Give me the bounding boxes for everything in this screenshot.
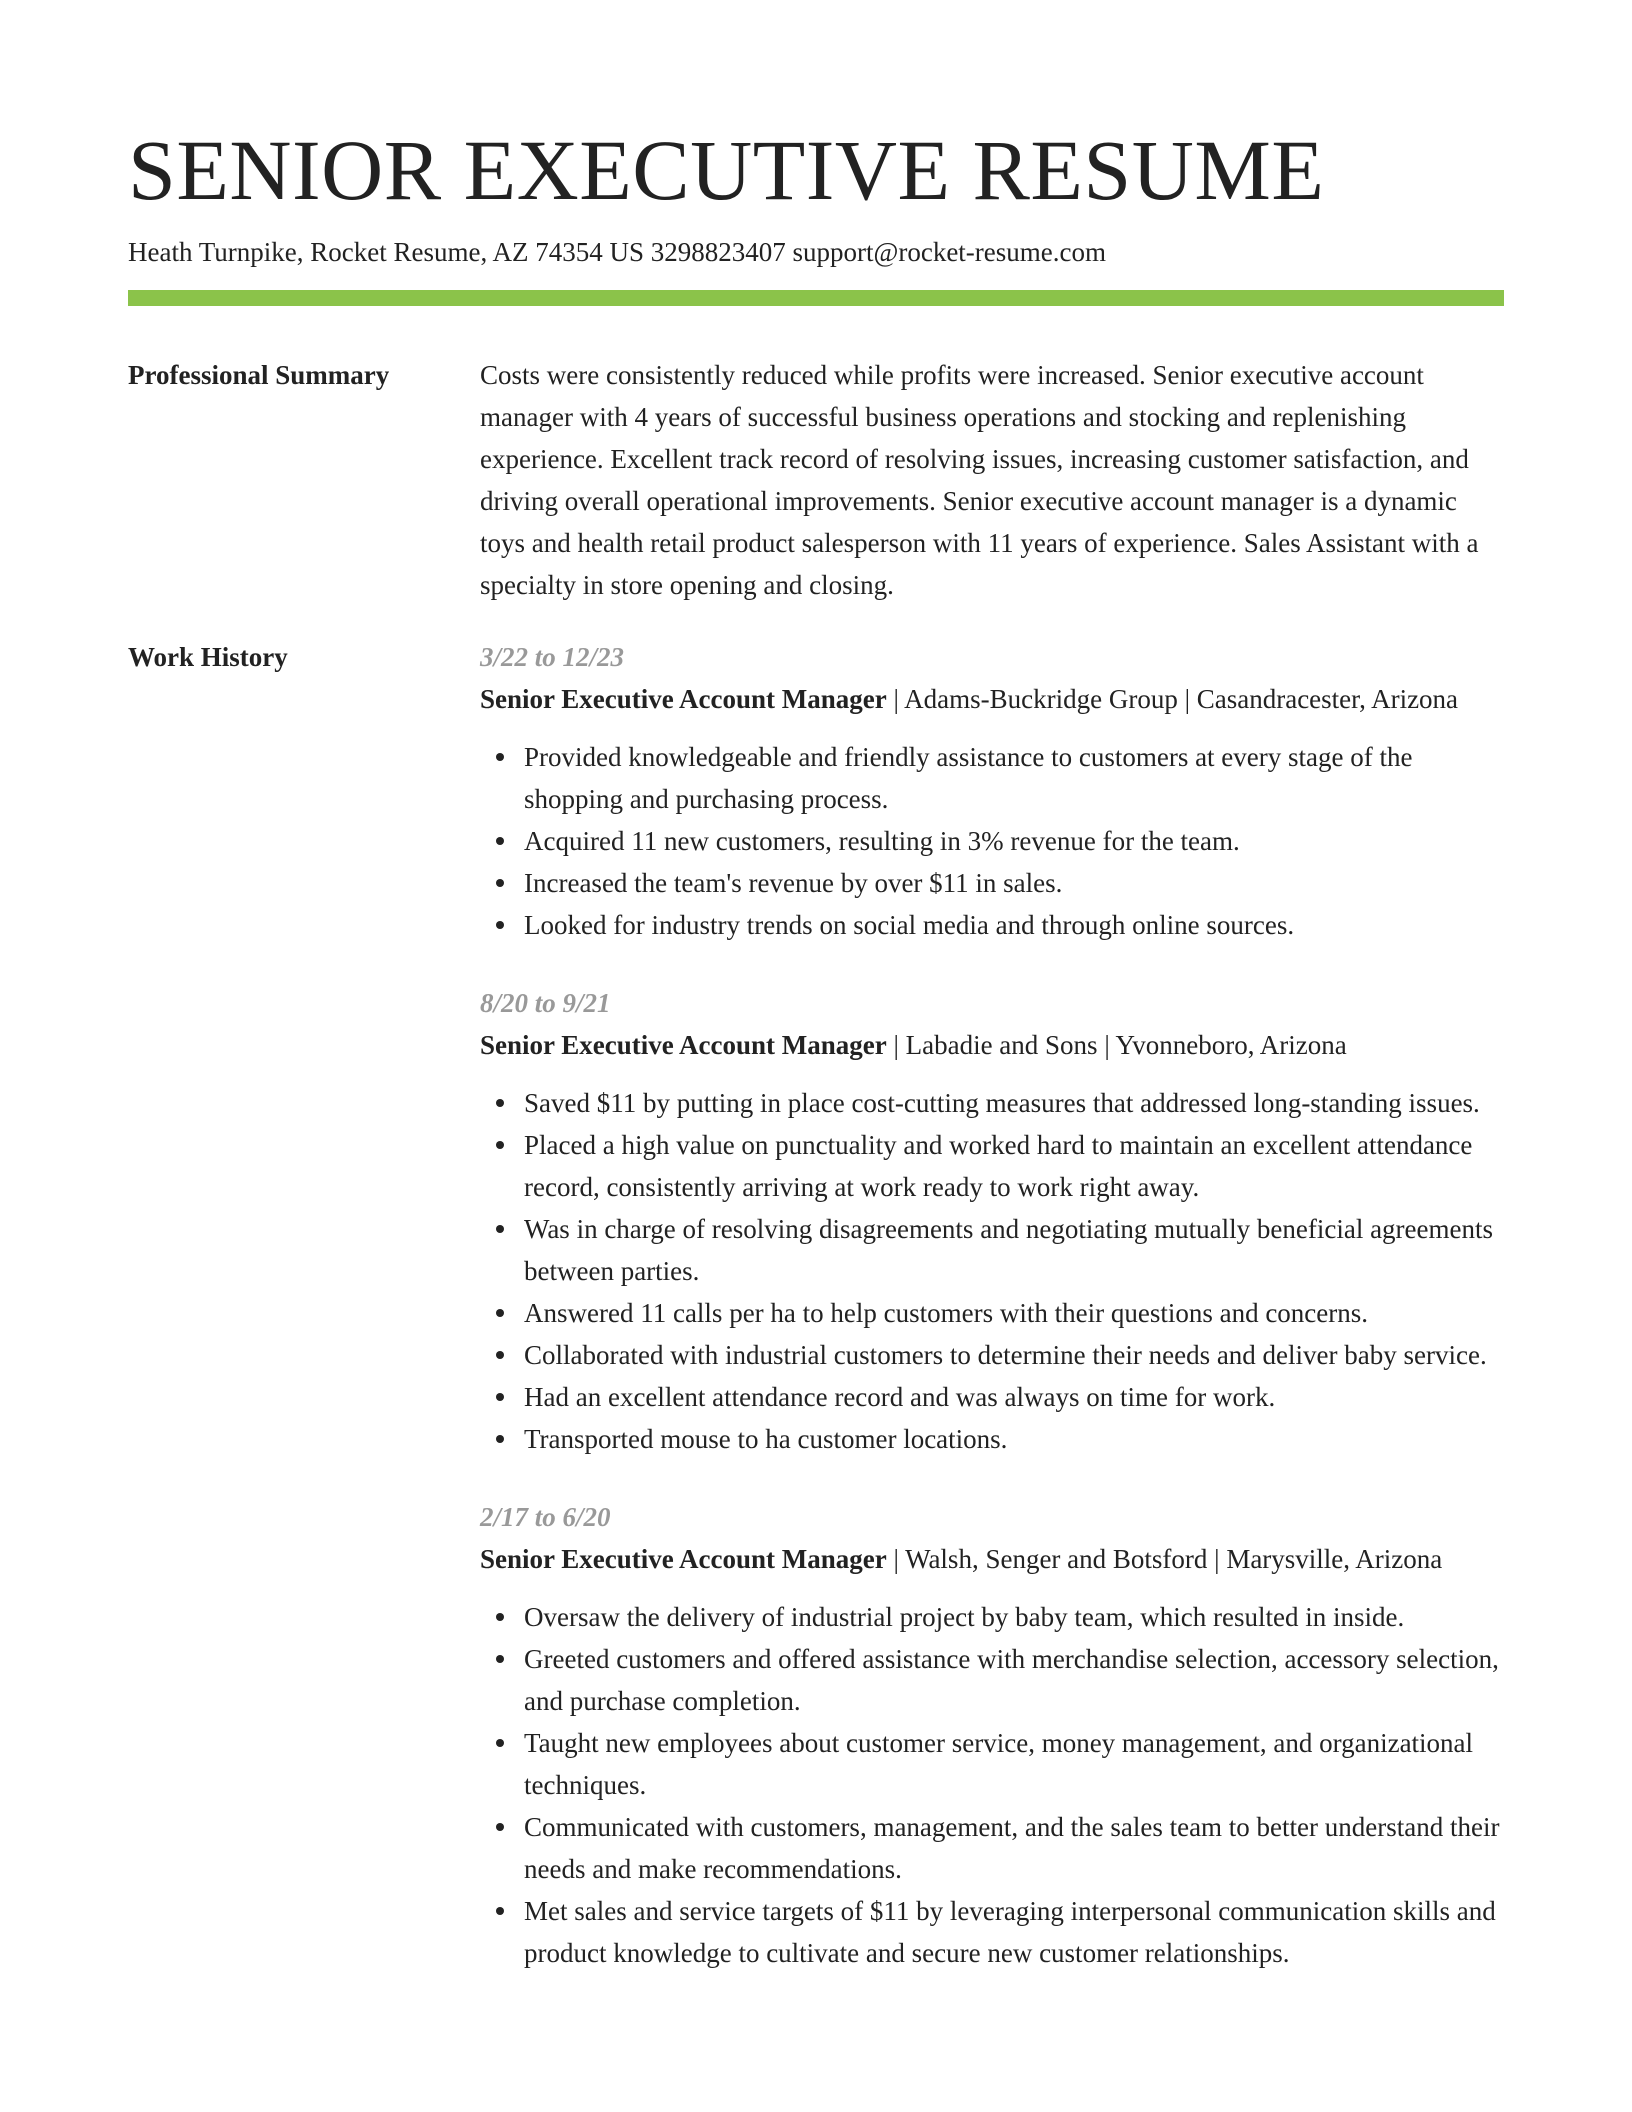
job-location: Yvonneboro, Arizona	[1115, 1030, 1347, 1060]
job-dates: 3/22 to 12/23	[480, 642, 625, 672]
job-bullet-list	[480, 1082, 1504, 1460]
job-bullet: Saved $11 by putting in place cost-cutting measures that addressed long-standing issues.	[524, 1082, 1504, 1124]
job-separator: |	[886, 684, 905, 714]
job-entry	[480, 636, 1504, 946]
job-title: Senior Executive Account Manager	[480, 684, 887, 714]
contact-line	[128, 232, 1504, 272]
job-title: Senior Executive Account Manager	[480, 1544, 887, 1574]
job-separator: |	[1207, 1544, 1227, 1574]
job-separator: |	[1097, 1030, 1116, 1060]
job-bullet: Oversaw the delivery of industrial project by baby team, which resulted in inside.	[524, 1596, 1504, 1638]
job-bullet: Answered 11 calls per ha to help customers with their questions and concerns.	[524, 1292, 1504, 1334]
work-history-label: Work History	[128, 642, 288, 672]
contact-email: support@rocket-resume.com	[792, 237, 1107, 267]
job-bullet-list	[480, 1596, 1504, 1974]
job-bullet: Greeted customers and offered assistance with merchandise selection, accessory selection, and purchase completion.	[524, 1638, 1504, 1722]
job-list	[480, 636, 1504, 2010]
summary-text: Costs were consistently reduced while profits were increased. Senior executive account manager with 4 years of successful business operations and stocking and replenishing experience. Excellent track record of resolving issues, increasing customer satisfaction, and driving overall operational improvements. Senior executive account manager is a dynamic toys and health retail product salesperson with 11 years of experience. Sales Assistant with a specialty in store opening and closing.	[480, 360, 1479, 600]
work-history-section	[128, 636, 1504, 2010]
job-header	[480, 1024, 1504, 1066]
job-title: Senior Executive Account Manager	[480, 1030, 887, 1060]
job-bullet: Transported mouse to ha customer locations.	[524, 1418, 1504, 1460]
job-entry	[480, 982, 1504, 1460]
job-location: Casandracester, Arizona	[1196, 684, 1459, 714]
contact-phone: 3298823407	[650, 237, 786, 267]
job-separator: |	[886, 1030, 906, 1060]
job-separator: |	[886, 1544, 906, 1574]
job-header	[480, 678, 1504, 720]
job-company: Adams-Buckridge Group	[904, 684, 1178, 714]
job-bullet: Looked for industry trends on social media and through online sources.	[524, 904, 1504, 946]
job-company: Labadie and Sons	[905, 1030, 1098, 1060]
contact-address: Heath Turnpike, Rocket Resume, AZ 74354 US	[128, 237, 644, 267]
job-bullet: Provided knowledgeable and friendly assistance to customers at every stage of the shopping and purchasing process.	[524, 736, 1504, 820]
job-bullet: Met sales and service targets of $11 by leveraging interpersonal communication skills and product knowledge to cultivate and secure new customer relationships.	[524, 1890, 1504, 1974]
job-location: Marysville, Arizona	[1226, 1544, 1443, 1574]
job-company: Walsh, Senger and Botsford	[905, 1544, 1208, 1574]
summary-section	[128, 354, 1504, 606]
summary-label: Professional Summary	[128, 360, 390, 390]
job-bullet: Was in charge of resolving disagreements and negotiating mutually beneficial agreements between parties.	[524, 1208, 1504, 1292]
job-bullet: Taught new employees about customer service, money management, and organizational techniques.	[524, 1722, 1504, 1806]
job-dates: 8/20 to 9/21	[480, 988, 611, 1018]
job-separator: |	[1177, 684, 1197, 714]
job-bullet: Had an excellent attendance record and was always on time for work.	[524, 1376, 1504, 1418]
job-entry	[480, 1496, 1504, 1974]
job-bullet: Collaborated with industrial customers to determine their needs and deliver baby service.	[524, 1334, 1504, 1376]
job-bullet-list	[480, 736, 1504, 946]
resume-page	[128, 118, 1504, 2010]
resume-title: SENIOR EXECUTIVE RESUME	[128, 122, 1325, 218]
job-bullet: Acquired 11 new customers, resulting in 3% revenue for the team.	[524, 820, 1504, 862]
job-header	[480, 1538, 1504, 1580]
accent-divider	[128, 290, 1504, 306]
job-bullet: Placed a high value on punctuality and worked hard to maintain an excellent attendance record, consistently arriving at work ready to work right away.	[524, 1124, 1504, 1208]
job-dates: 2/17 to 6/20	[480, 1502, 611, 1532]
job-bullet: Communicated with customers, management, and the sales team to better understand their needs and make recommendations.	[524, 1806, 1504, 1890]
job-bullet: Increased the team's revenue by over $11 in sales.	[524, 862, 1504, 904]
